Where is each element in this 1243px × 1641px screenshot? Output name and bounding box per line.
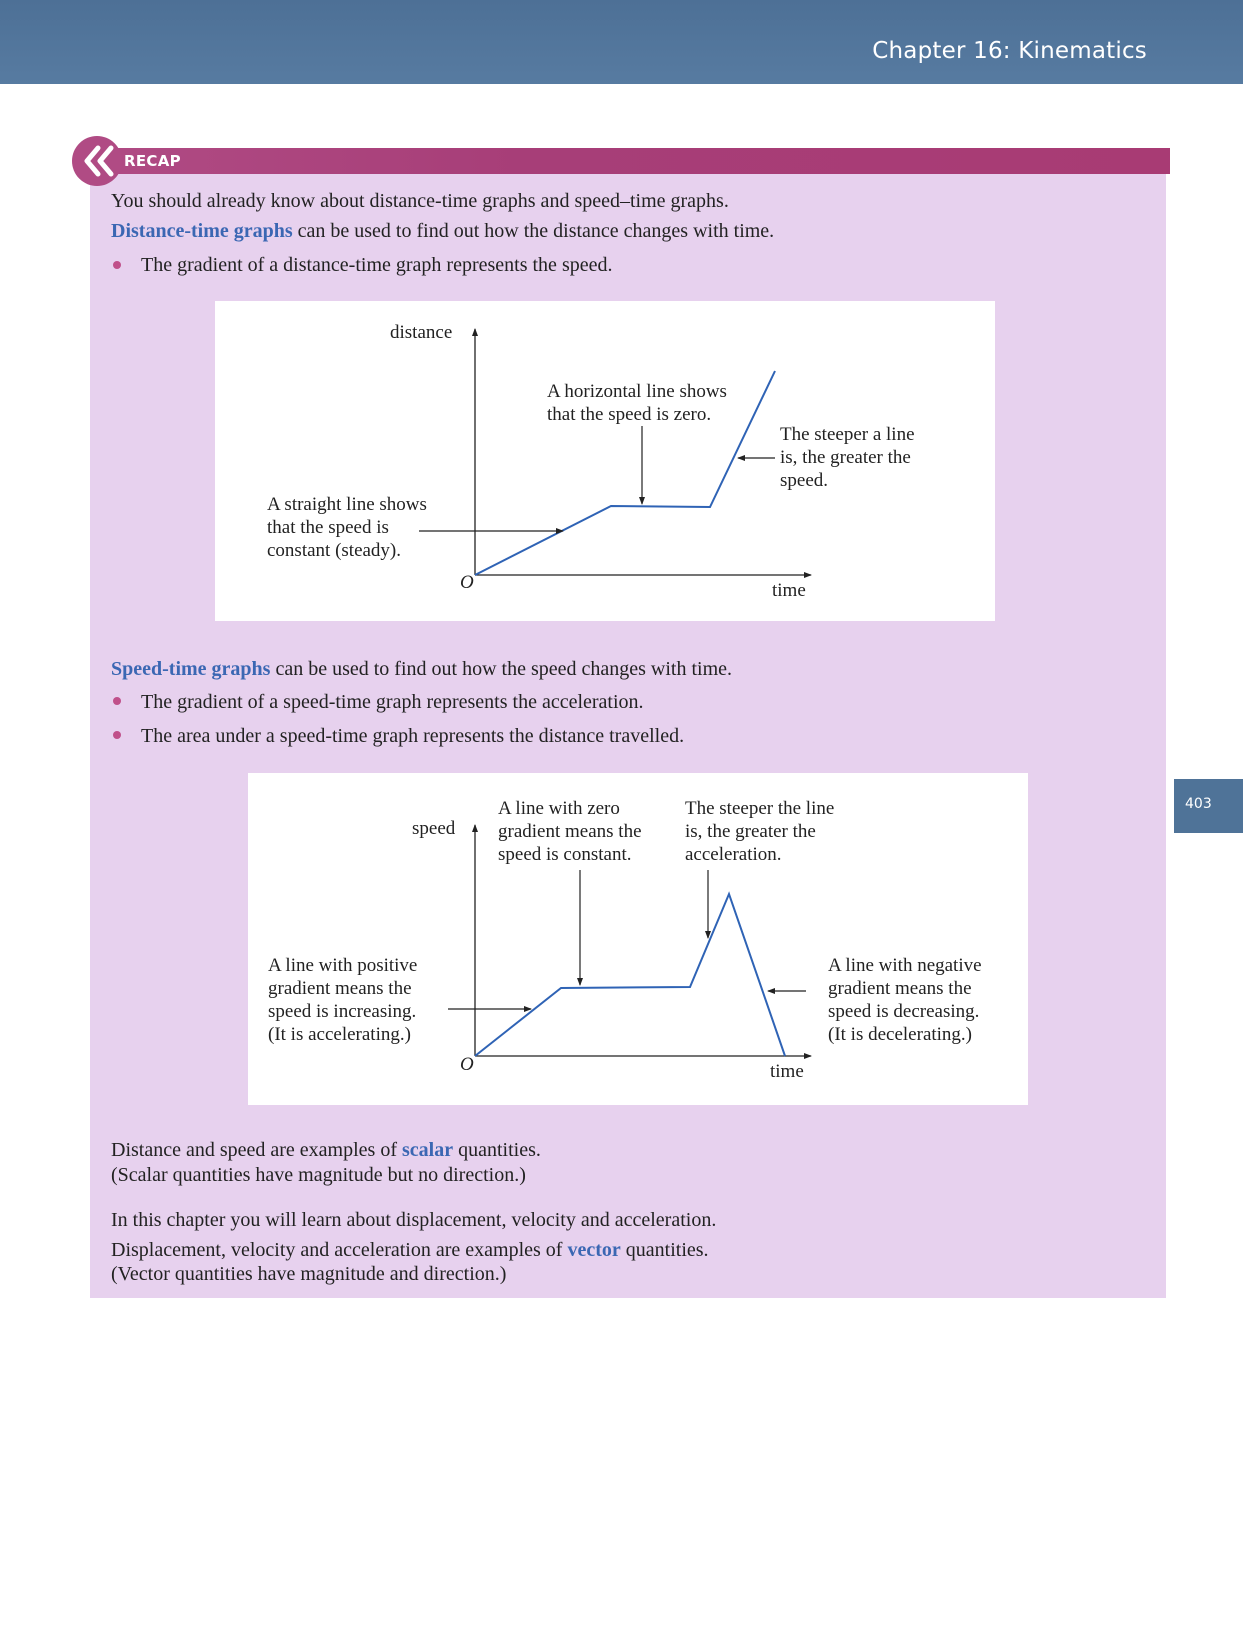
vector-line-2: [111, 1237, 709, 1263]
annotation-straight-3: constant (steady).: [267, 540, 402, 561]
vector-keyword: vector: [567, 1239, 621, 1261]
bullet-dot: [113, 697, 121, 705]
scalar-line-1-post: quantities.: [453, 1139, 541, 1161]
double-chevron-left-icon: [78, 138, 118, 184]
annotation-straight-2: that the speed is: [267, 517, 389, 538]
speed-time-bullet-2: The area under a speed-time graph represents the distance travelled.: [141, 725, 685, 747]
speed-time-definition-rest: can be used to find out how the speed changes with time.: [270, 658, 733, 680]
recap-title-bar: [90, 148, 1170, 174]
vector-line-3: (Vector quantities have magnitude and direction.): [111, 1263, 507, 1285]
annotation-negative-4: (It is decelerating.): [828, 1024, 973, 1045]
annotation-negative-2: gradient means the: [828, 978, 972, 999]
x-axis-label: time: [772, 580, 806, 601]
annotation-horizontal-2: that the speed is zero.: [547, 404, 712, 425]
distance-time-keyword: Distance-time graphs: [111, 220, 293, 242]
annotation-zero-gradient-1: A line with zero: [498, 798, 620, 819]
chapter-title: Chapter 16: Kinematics: [872, 38, 1147, 64]
speed-time-keyword: Speed-time graphs: [111, 658, 271, 680]
scalar-keyword: scalar: [402, 1139, 454, 1161]
scalar-line-1: [111, 1137, 541, 1163]
origin-label: O: [460, 572, 474, 593]
recap-intro: You should already know about distance-time graphs and speed–time graphs.: [111, 190, 729, 212]
annotation-steeper-2: is, the greater the: [780, 447, 911, 468]
vector-line-1: In this chapter you will learn about displacement, velocity and acceleration.: [111, 1209, 717, 1231]
scalar-line-1-pre: Distance and speed are examples of: [111, 1139, 402, 1161]
annotation-negative-3: speed is decreasing.: [828, 1001, 980, 1022]
annotation-positive-2: gradient means the: [268, 978, 412, 999]
annotation-steeper-3: speed.: [780, 470, 829, 491]
annotation-horizontal-1: A horizontal line shows: [547, 381, 727, 402]
vector-line-2-post: quantities.: [620, 1239, 709, 1261]
page-number: 403: [1185, 796, 1212, 812]
annotation-steeper-2: is, the greater the: [685, 821, 816, 842]
speed-time-definition: [111, 656, 732, 682]
distance-time-definition: [111, 218, 774, 244]
scalar-line-2: (Scalar quantities have magnitude but no direction.): [111, 1164, 526, 1186]
annotation-positive-4: (It is accelerating.): [268, 1024, 411, 1045]
annotation-zero-gradient-2: gradient means the: [498, 821, 642, 842]
distance-time-definition-rest: can be used to find out how the distance changes with time.: [292, 220, 775, 242]
distance-time-graph: [215, 301, 995, 621]
distance-time-bullet: The gradient of a distance-time graph represents the speed.: [141, 254, 613, 276]
speed-line: [475, 894, 785, 1056]
x-axis-label: time: [770, 1061, 804, 1082]
annotation-negative-1: A line with negative: [828, 955, 982, 976]
annotation-positive-3: speed is increasing.: [268, 1001, 417, 1022]
annotation-steeper-3: acceleration.: [685, 844, 782, 865]
annotation-steeper-1: The steeper the line: [685, 798, 835, 819]
y-axis-label: speed: [412, 818, 456, 839]
annotation-zero-gradient-3: speed is constant.: [498, 844, 632, 865]
annotation-straight-1: A straight line shows: [267, 494, 427, 515]
annotation-steeper-1: The steeper a line: [780, 424, 915, 445]
speed-time-bullet-1: The gradient of a speed-time graph represents the acceleration.: [141, 691, 644, 713]
vector-line-2-pre: Displacement, velocity and acceleration are examples of: [111, 1239, 568, 1261]
speed-time-graph: [248, 773, 1028, 1105]
origin-label: O: [460, 1054, 474, 1075]
recap-label: RECAP: [124, 152, 181, 170]
bullet-dot: [113, 731, 121, 739]
y-axis-label: distance: [390, 322, 453, 343]
bullet-dot: [113, 261, 121, 269]
annotation-positive-1: A line with positive: [268, 955, 418, 976]
